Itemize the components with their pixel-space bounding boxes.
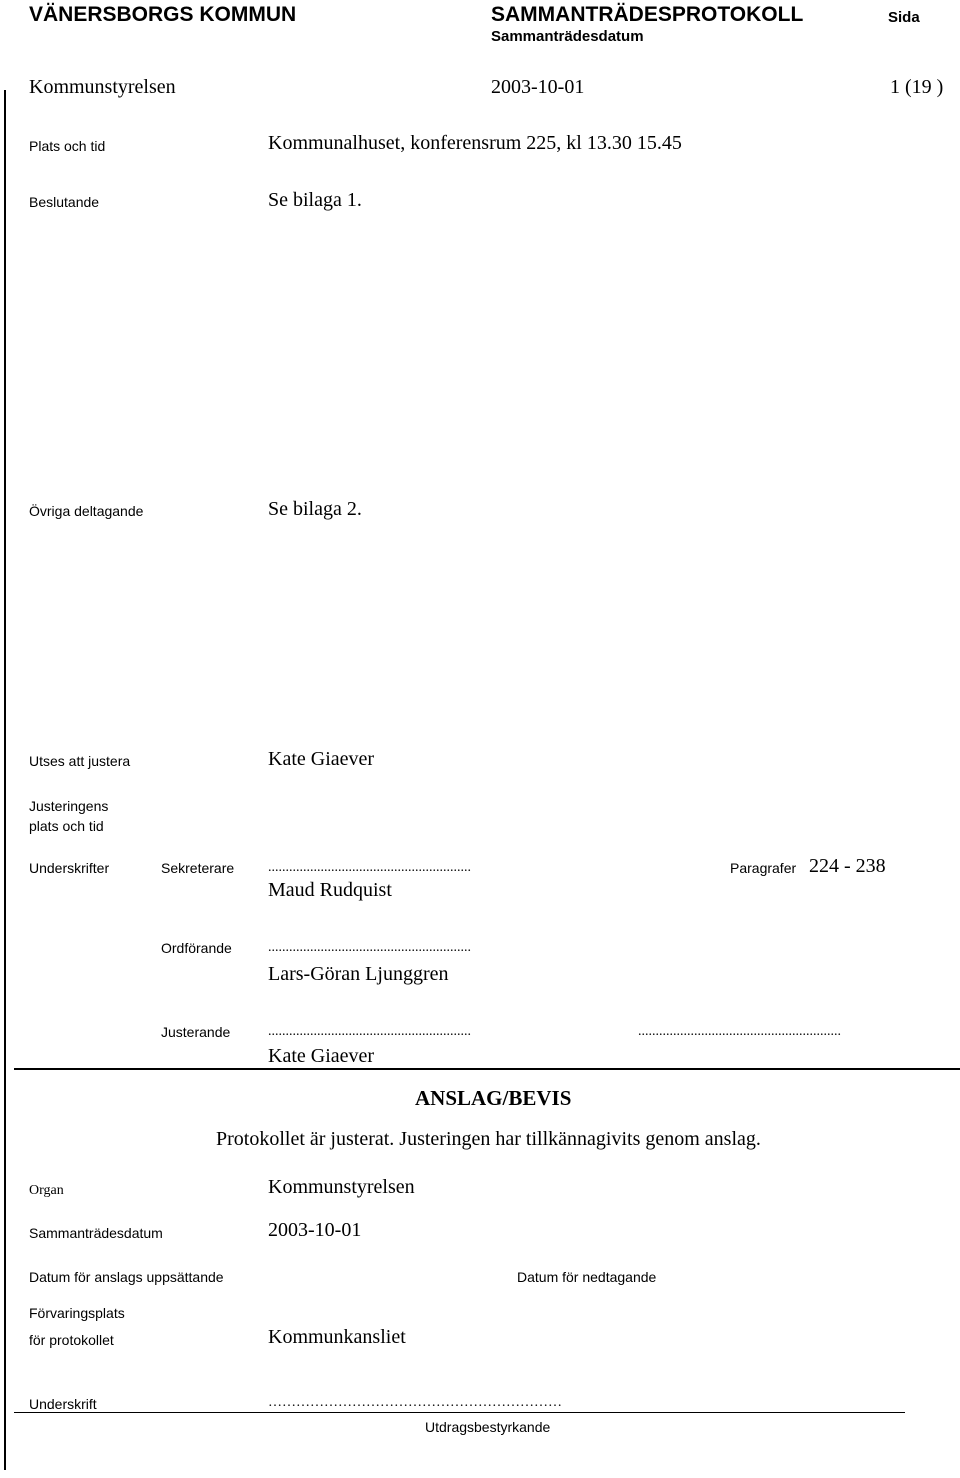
page-label: Sida [888,9,920,26]
document-type: SAMMANTRÄDESPROTOKOLL [491,3,804,26]
decision-makers-value: Se bilaga 1. [268,189,362,211]
page-number: 1 (19 ) [890,76,944,98]
chair-name: Lars-Göran Ljunggren [268,963,449,985]
other-participants-value: Se bilaga 2. [268,498,362,520]
notice-date-label: Sammanträdesdatum [29,1225,163,1241]
removal-date-label: Datum för nedtagande [517,1269,657,1285]
notice-statement: Protokollet är justerat. Justeringen har tillkännagivits genom anslag. [216,1128,761,1150]
chair-label: Ordförande [161,940,232,956]
municipality-name: VÄNERSBORGS KOMMUN [29,3,297,26]
adjuster-value: Kate Giaever [268,748,375,770]
adjuster-name: Kate Giaever [268,1045,375,1067]
signature-label: Underskrift [29,1396,97,1412]
notice-title: ANSLAG/BEVIS [415,1086,572,1110]
storage-value: Kommunkansliet [268,1326,406,1348]
secretary-name: Maud Rudquist [268,879,392,901]
committee-name: Kommunstyrelsen [29,76,176,98]
storage-label-1: Förvaringsplats [29,1305,125,1321]
secretary-signature-line: .......................................................... [268,860,471,875]
adjuster-label: Utses att justera [29,753,131,769]
signature-underline [14,1412,905,1413]
extract-certification-label: Utdragsbestyrkande [425,1419,551,1435]
organ-value: Kommunstyrelsen [268,1176,415,1198]
paragraphs-label: Paragrafer [730,860,797,876]
secretary-label: Sekreterare [161,860,235,876]
location-label: Plats och tid [29,138,106,154]
adjuster-sign-label: Justerande [161,1024,231,1040]
adjuster-signature-line-2: .......................................................... [638,1024,841,1039]
meeting-date-label: Sammanträdesdatum [491,28,644,45]
adjuster-signature-line-1: .......................................................... [268,1024,471,1039]
organ-label: Organ [29,1183,64,1198]
paragraphs-value: 224 - 238 [809,855,886,877]
adjustment-place-label-1: Justeringens [29,798,109,814]
location-value: Kommunalhuset, konferensrum 225, kl 13.30 15.45 [268,132,682,154]
section-divider [14,1068,960,1070]
other-participants-label: Övriga deltagande [29,503,144,519]
left-margin-rule [4,90,6,1470]
signature-line: ……………………………………………………… [268,1395,562,1410]
posting-date-label: Datum för anslags uppsättande [29,1269,224,1285]
storage-label-2: för protokollet [29,1332,114,1348]
decision-makers-label: Beslutande [29,194,100,210]
chair-signature-line: .......................................................... [268,940,471,955]
adjustment-place-label-2: plats och tid [29,818,104,834]
meeting-date: 2003-10-01 [491,76,585,98]
notice-date-value: 2003-10-01 [268,1219,362,1241]
signatures-label: Underskrifter [29,860,110,876]
